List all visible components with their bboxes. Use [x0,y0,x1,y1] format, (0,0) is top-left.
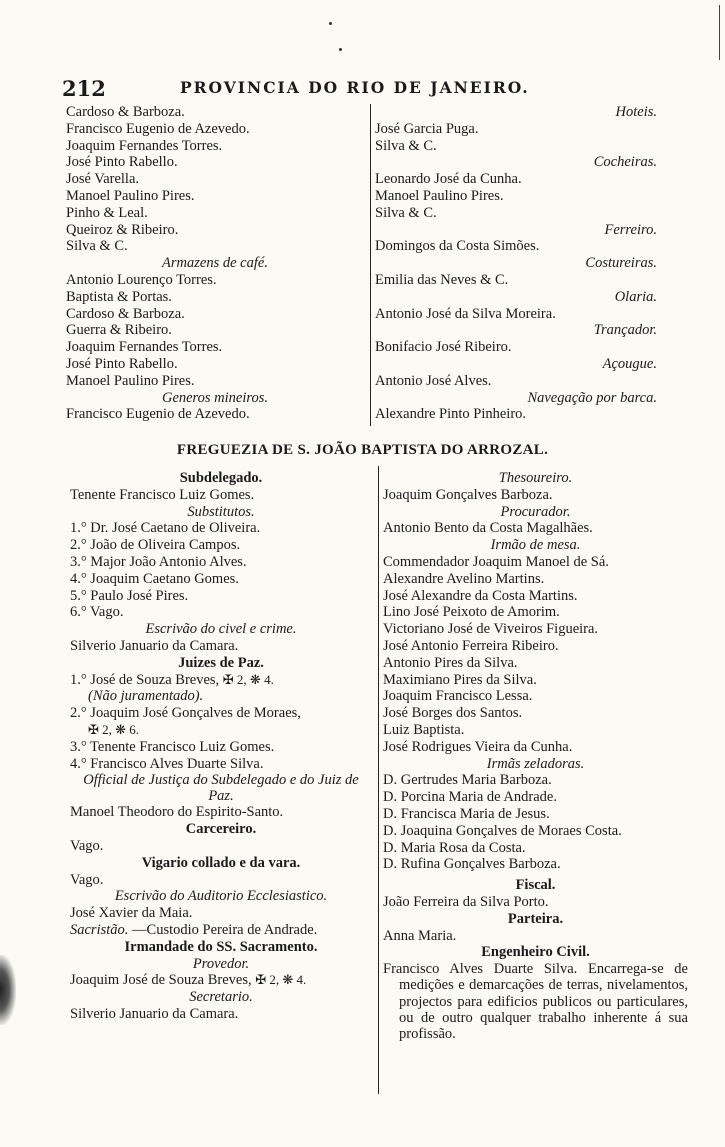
category-heading: Costureiras. [585,255,657,272]
top-right-column [375,104,675,423]
list-item: Manoel Paulino Pires. [66,187,195,204]
office-heading: Parteira. [507,910,564,927]
category-heading: Generos mineiros. [161,389,269,406]
list-item: Baptista & Portas. [66,288,172,305]
list-item: José Garcia Puga. [375,120,479,137]
list-item: Cardoso & Barboza. [66,305,185,322]
list-item: 3.° Major João Antonio Alves. [70,553,247,570]
office-heading: Official de Justiça do Subdelegado e do Juiz de Paz. [83,772,359,805]
list-item: Silva & C. [375,204,437,221]
list-item: Manoel Paulino Pires. [375,187,504,204]
list-item: Guerra & Ribeiro. [66,322,172,339]
column-divider-top [370,104,371,426]
office-heading: Vigario collado e da vara. [141,854,301,871]
list-item: 2.° João de Oliveira Campos. [70,537,241,554]
office-heading: Subdelegado. [179,470,263,486]
order-decorations: ✠ 2, ❋ 4. [222,671,274,687]
list-item: Joaquim Fernandes Torres. [66,339,223,356]
officeholder: Tenente Francisco Luiz Gomes. [70,486,255,503]
officeholder: Silverio Januario da Camara. [70,637,239,654]
list-item: Francisco Eugenio de Azevedo. [66,120,250,137]
top-left-column [66,104,364,423]
list-item: D. Francisca Maria de Jesus. [383,805,550,822]
page-number: 212 [62,76,106,101]
office-label: Sacristão. [70,921,129,938]
category-heading: Cocheiras. [593,154,657,171]
list-item: José Alexandre da Costa Martins. [383,587,578,604]
category-heading: Olaria. [614,288,657,305]
order-decorations: ✠ 2, ❋ 6. [88,721,140,737]
office-heading: Procurador. [500,503,571,520]
officeholder [70,972,372,989]
ink-speck [339,48,342,51]
list-item: 3.° Tenente Francisco Luiz Gomes. [70,738,275,755]
office-heading: Provedor. [192,955,250,972]
list-item [70,722,372,739]
section-title: FREGUEZIA DE S. JOÃO BAPTISTA DO ARROZAL. [176,442,549,458]
list-item: José Antonio Ferreira Ribeiro. [383,637,559,654]
category-heading: Navegação por barca. [527,389,657,406]
list-item: D. Joaquina Gonçalves de Moraes Costa. [383,822,622,839]
category-heading: Trançador. [593,322,657,339]
list-item: 4.° Francisco Alves Duarte Silva. [70,755,264,772]
category-heading: Açougue. [602,355,657,372]
order-decorations: ✠ 2, ❋ 4. [255,972,307,988]
list-item: Maximiano Pires da Silva. [383,671,537,688]
list-item: Joaquim Fernandes Torres. [66,137,223,154]
list-item: D. Gertrudes Maria Barboza. [383,772,552,789]
running-title: PROVINCIA DO RIO DE JANEIRO. [180,78,530,97]
list-item [70,688,372,705]
officeholder: Manoel Theodoro do Espirito-Santo. [70,804,284,821]
officeholder-name: —Custodio Pereira de Andrade. [132,921,318,938]
category-heading: Ferreiro. [604,221,657,238]
list-item: D. Porcina Maria de Andrade. [383,789,557,806]
officeholder: Joaquim Gonçalves Barboza. [383,486,553,503]
list-item: Francisco Eugenio de Azevedo. [66,406,250,423]
list-item: Alexandre Pinto Pinheiro. [375,406,527,423]
list-item [70,672,372,689]
column-divider-bottom [378,466,379,1094]
list-item: D. Rufina Gonçalves Barboza. [383,856,561,873]
ink-speck [329,22,332,25]
list-item: Alexandre Avelino Martins. [383,570,545,587]
list-item: 1.° Dr. José Caetano de Oliveira. [70,520,261,537]
officeholder: Anna Maria. [383,927,457,944]
list-item: Victoriano José de Viveiros Figueira. [383,621,599,638]
office-heading: Fiscal. [515,877,556,894]
list-item: Leonardo José da Cunha. [375,171,522,188]
office-heading: Carcereiro. [185,821,257,838]
judge-name: 1.° José de Souza Breves, [70,671,220,688]
office-heading: Escrivão do civel e crime. [145,621,297,638]
officeholder [70,922,372,939]
list-item: José Pinto Rabello. [66,154,178,171]
list-item: Bonifacio José Ribeiro. [375,339,512,356]
list-item: 6.° Vago. [70,604,124,621]
list-item: Domingos da Costa Simões. [375,238,540,255]
list-item: Antonio José Alves. [375,372,492,389]
list-item: 4.° Joaquim Caetano Gomes. [70,570,239,587]
bottom-right-column [383,470,688,1042]
officeholder-name: Joaquim José de Souza Breves, [70,972,252,989]
list-item: Antonio José da Silva Moreira. [375,305,556,322]
list-item: Silva & C. [375,137,437,154]
engineer-description: Francisco Alves Duarte Silva. Encarrega-se de medições e demarcações de terras, nivelamentos, projectos para edificios publicos ou particulares, ou de outro qualquer trabalho inherente á sua profissão. [383,961,688,1042]
page-header [62,76,662,100]
office-heading: Substitutos. [187,503,255,520]
list-item: Queiroz & Ribeiro. [66,221,179,238]
list-item: 5.° Paulo José Pires. [70,587,189,604]
office-heading: Thesoureiro. [498,470,573,486]
list-item: Manoel Paulino Pires. [66,372,195,389]
office-heading: Irmãs zeladoras. [486,755,585,772]
judge-note: (Não juramentado). [88,688,204,705]
page-edge-mark [719,5,720,60]
list-item: José Borges dos Santos. [383,705,523,722]
list-item: Lino José Peixoto de Amorim. [383,604,560,621]
list-item: José Pinto Rabello. [66,355,178,372]
list-item: José Varella. [66,171,140,188]
list-item: Antonio Pires da Silva. [383,654,518,671]
office-heading: Irmão de mesa. [490,537,581,554]
list-item: Cardoso & Barboza. [66,104,185,120]
office-heading: Irmandade do SS. Sacramento. [124,938,318,955]
officeholder: Silverio Januario da Camara. [70,1005,239,1022]
list-item: Joaquim Francisco Lessa. [383,688,533,705]
list-item: D. Maria Rosa da Costa. [383,839,526,856]
list-item: Pinho & Leal. [66,204,148,221]
office-heading: Juizes de Paz. [178,654,264,671]
list-item: José Rodrigues Vieira da Cunha. [383,738,573,755]
office-heading: Escrivão do Auditorio Ecclesiastico. [114,888,328,905]
officeholder: Vago. [70,837,104,854]
office-heading: Secretario. [189,989,253,1006]
officeholder: João Ferreira da Silva Porto. [383,893,549,910]
scan-shadow [0,955,16,1025]
list-item: Antonio Lourenço Torres. [66,271,217,288]
list-item: Emilia das Neves & C. [375,271,509,288]
category-heading: Hoteis. [615,104,657,120]
list-item: Commendador Joaquim Manoel de Sá. [383,553,609,570]
list-item: Silva & C. [66,238,128,255]
bottom-left-column [70,470,372,1023]
list-item: Luiz Baptista. [383,721,465,738]
officeholder: Antonio Bento da Costa Magalhães. [383,520,593,537]
office-heading: Engenheiro Civil. [481,944,590,961]
officeholder: José Xavier da Maia. [70,905,193,922]
list-item: 2.° Joaquim José Gonçalves de Moraes, [70,705,301,722]
category-heading: Armazens de café. [162,255,268,272]
officeholder: Vago. [70,871,104,888]
